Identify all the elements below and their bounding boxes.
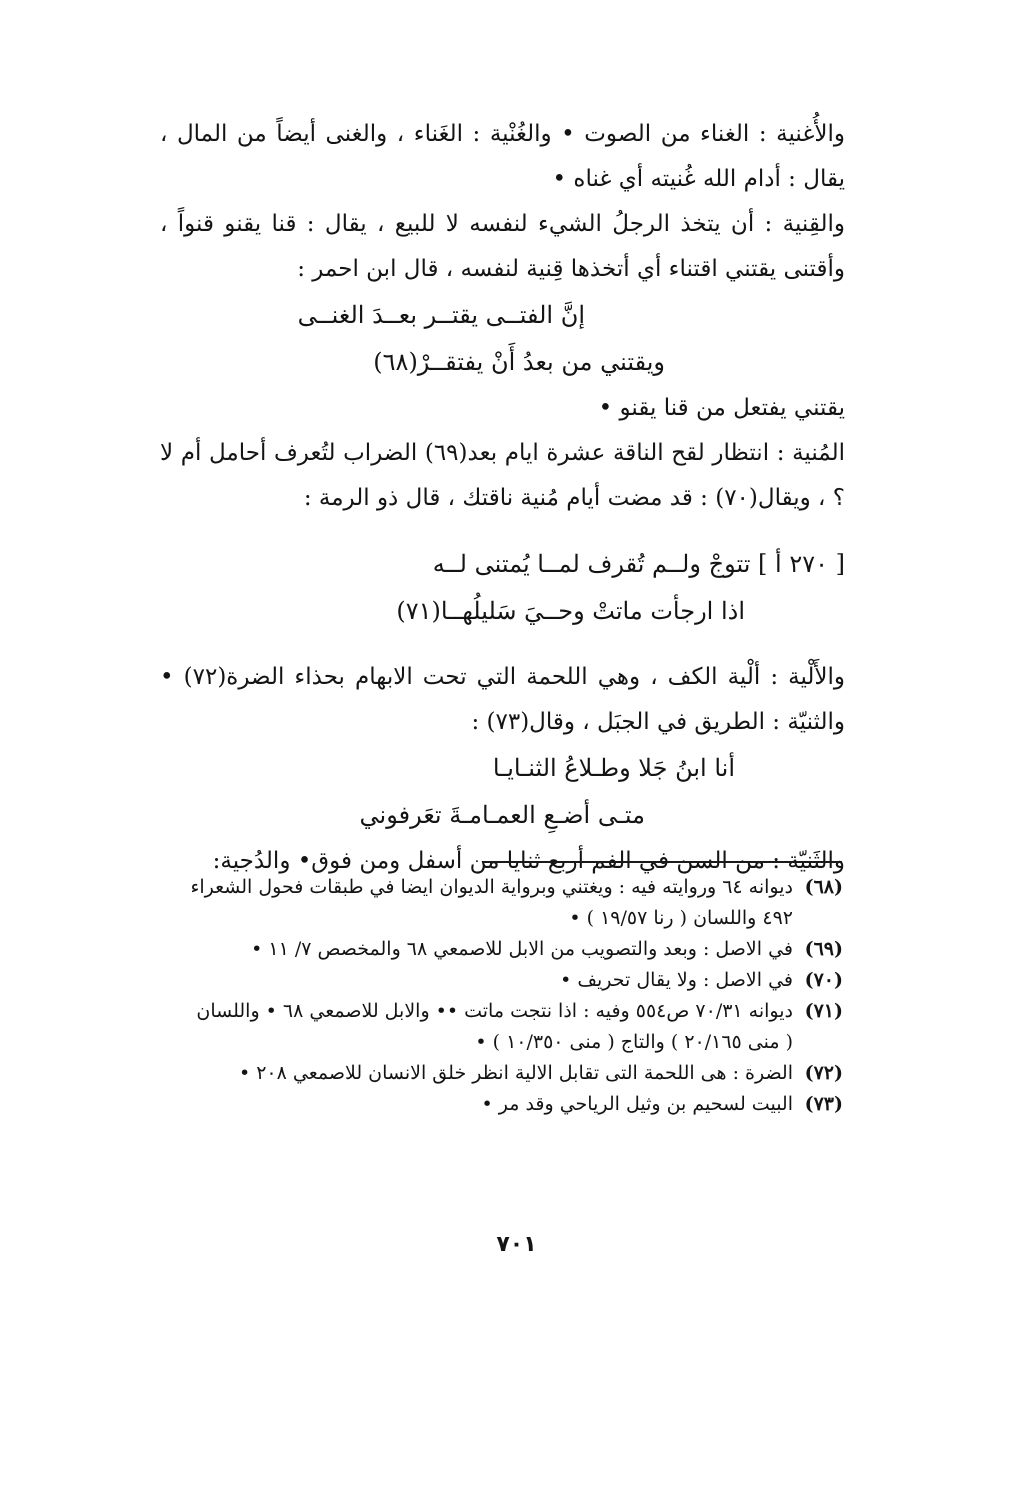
footnote [186, 872, 843, 934]
verse-line: أنا ابنُ جَلا وطـلاعُ الثنـايـا [492, 754, 735, 782]
footnote-number: (٦٩) [804, 938, 843, 960]
footnote-number: (٧٣) [804, 1093, 843, 1115]
paragraph-thaniya: والثَنيّة : من السن في الفم أربع ثنايا من أسفل ومن فوق• والدُجية: [212, 848, 845, 874]
paragraph-ughniya: والأُغنية : الغناء من الصوت • والغُنْية : الغَناء ، والغنى أيضاً من المال ، يقال : أدام الله غُنيته أي غناه • [160, 121, 845, 192]
footnote-number: (٦٨) [804, 876, 843, 898]
footnote-text: في الاصل : ولا يقال تحريف • [560, 969, 793, 991]
paragraph-yaqtani: يقتني يفتعل من قنا يقنو • [598, 395, 845, 421]
main-text [160, 112, 845, 884]
footnote-text: البيت لسحيم بن وثيل الرياحي وقد مر • [481, 1093, 793, 1115]
footnote [186, 996, 843, 1058]
verse-line: ويقتني من بعدُ أَنْ يفتقــرْ(٦٨) [373, 348, 665, 376]
spacer [160, 521, 845, 541]
footnote-text: الضرة : هى اللحمة التى تقابل الالية انظر خلق الانسان للاصمعي ٢٠٨ • [238, 1062, 793, 1084]
paragraph-munya: المُنية : انتظار لقح الناقة عشرة ايام بعد(٦٩) الضراب لتُعرف أحامل أم لا ؟ ، ويقال(٧٠) : قد مضت أيام مُنية ناقتك ، قال ذو الرمة : [160, 440, 845, 511]
verse-line: متـى أضـعِ العمـامـةَ تعَرفوني [359, 801, 645, 829]
footnote [186, 1058, 843, 1089]
footnote-divider [482, 861, 842, 863]
spacer [160, 635, 845, 655]
footnote-text: في الاصل : وبعد والتصويب من الابل للاصمعي ٦٨ والمخصص ٧/ ١١ • [251, 938, 793, 960]
footnote-text: ديوانه ٦٤ وروايته فيه : ويغتني وبرواية الديوان ايضا في طبقات فحول الشعراء ٤٩٢ واللسان ( رنا ١٩/٥٧ ) • [190, 876, 793, 929]
footnote-number: (٧١) [804, 1000, 843, 1022]
footnote [186, 965, 843, 996]
footnotes [186, 872, 843, 1120]
footnote-number: (٧٠) [804, 969, 843, 991]
footnote [186, 934, 843, 965]
footnote-text: ديوانه ٧٠/٣١ ص٥٥٤ وفيه : اذا نتجت ماتت •• والابل للاصمعي ٦٨ • واللسان ( منى ٢٠/١٦٥ ) والتاج ( منى ١٠/٣٥٠ ) • [196, 1000, 793, 1053]
footnote [186, 1089, 843, 1120]
page-number [0, 1232, 1033, 1257]
verse-line: إنَّ الفتــى يقتــر بعــدَ الغنــى [297, 301, 585, 329]
paragraph-qinya: والقِنية : أن يتخذ الرجلُ الشيء لنفسه لا للبيع ، يقال : قنا يقنو قنواً ، وأقتنى يقتني اقتناء أي أتخذها قِنية لنفسه ، قال ابن احمر : [160, 211, 845, 282]
verse-line: [ ٢٧٠ أ ] تتوجْ ولــم تُقرف لمــا يُمتنى لــه [432, 550, 845, 578]
paragraph-alya: والأَلْية : ألْية الكف ، وهي اللحمة التي تحت الابهام بحذاء الضرة(٧٢) • والثنيّة : الطريق في الجبَل ، وقال(٧٣) : [160, 664, 846, 735]
footnote-number: (٧٢) [804, 1062, 843, 1084]
page-number-text: ٧٠١ [496, 1232, 537, 1257]
verse-line: اذا ارجأت ماتتْ وحــيَ سَليلُهــا(٧١) [396, 597, 745, 625]
